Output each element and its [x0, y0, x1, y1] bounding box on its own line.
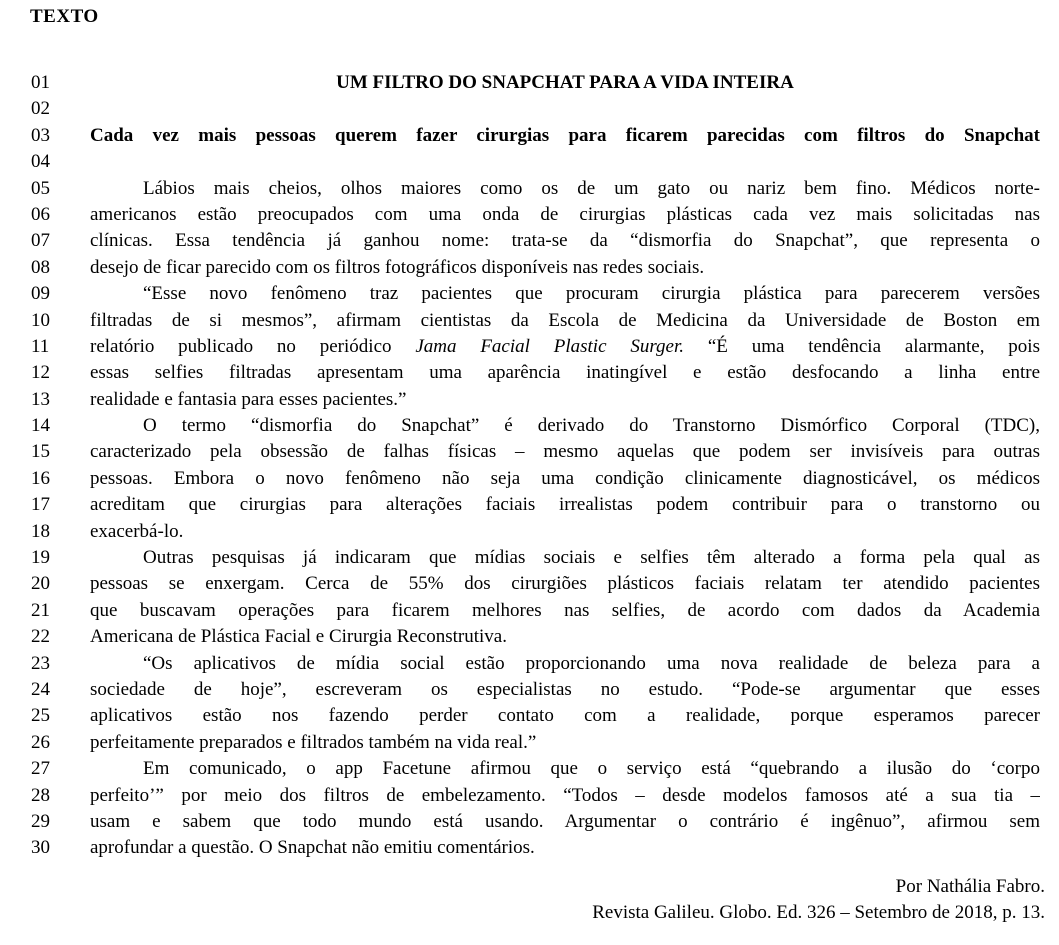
line-text: pessoas se enxergam. Cerca de 55% dos cirurgiões plásticos faciais relatam ter atendido pacientes	[90, 573, 1040, 595]
line-text: clínicas. Essa tendência já ganhou nome: trata-se da “dismorfia do Snapchat”, que representa o	[90, 230, 1040, 252]
line-text: acreditam que cirurgias para alterações faciais irrealistas podem contribuir para o transtorno ou	[90, 494, 1040, 516]
line-text: sociedade de hoje”, escreveram os especialistas no estudo. “Pode-se argumentar que esses	[90, 678, 1040, 700]
text-line	[0, 809, 1059, 835]
text-line	[0, 96, 1059, 122]
text-line	[0, 202, 1059, 228]
line-number: 30	[31, 837, 50, 859]
text-line	[0, 439, 1059, 465]
text-line	[0, 360, 1059, 386]
text-line	[0, 149, 1059, 175]
line-number: 23	[31, 652, 50, 674]
line-text: Outras pesquisas já indicaram que mídias sociais e selfies têm alterado a forma pela qual as	[143, 547, 1040, 569]
text-line	[0, 624, 1059, 650]
text-line	[0, 228, 1059, 254]
line-text: desejo de ficar parecido com os filtros fotográficos disponíveis nas redes sociais.	[90, 256, 705, 278]
text-line	[0, 281, 1059, 307]
text-line	[0, 492, 1059, 518]
line-number: 04	[31, 151, 50, 173]
line-number: 21	[31, 599, 50, 621]
line-text: Cada vez mais pessoas querem fazer cirurgias para ficarem parecidas com filtros do Snapchat	[90, 124, 1040, 146]
text-line	[0, 571, 1059, 597]
text-line	[0, 466, 1059, 492]
line-number: 18	[31, 520, 50, 542]
line-number: 17	[31, 494, 50, 516]
text-line	[0, 413, 1059, 439]
text-line	[0, 835, 1059, 861]
text-line	[0, 70, 1059, 96]
line-number: 28	[31, 784, 50, 806]
attribution	[592, 874, 1045, 927]
line-number: 25	[31, 705, 50, 727]
text-line	[0, 703, 1059, 729]
text-line	[0, 176, 1059, 202]
line-number: 20	[31, 573, 50, 595]
text-line	[0, 598, 1059, 624]
line-number: 03	[31, 124, 50, 146]
line-text	[90, 96, 1040, 122]
line-number: 14	[31, 415, 50, 437]
line-text: aplicativos estão nos fazendo perder contato com a realidade, porque esperamos parecer	[90, 705, 1040, 727]
line-text: exacerbá-lo.	[90, 520, 184, 542]
line-number: 05	[31, 177, 50, 199]
line-text: Americana de Plástica Facial e Cirurgia Reconstrutiva.	[90, 626, 507, 648]
line-text: pessoas. Embora o novo fenômeno não seja uma condição clinicamente diagnosticável, os médicos	[90, 467, 1040, 489]
line-number: 01	[31, 72, 50, 93]
text-line	[0, 545, 1059, 571]
line-text: UM FILTRO DO SNAPCHAT PARA A VIDA INTEIRA	[336, 72, 794, 93]
line-number: 26	[31, 731, 50, 753]
line-number: 07	[31, 230, 50, 252]
line-number: 15	[31, 441, 50, 463]
line-number: 16	[31, 467, 50, 489]
attribution-source: Revista Galileu. Globo. Ed. 326 – Setembro de 2018, p. 13.	[592, 902, 1045, 924]
line-text: perfeitamente preparados e filtrados também na vida real.”	[90, 731, 537, 753]
line-text: “Esse novo fenômeno traz pacientes que procuram cirurgia plástica para parecerem versões	[143, 283, 1040, 305]
text-lines	[0, 70, 1059, 862]
line-text: “Os aplicativos de mídia social estão proporcionando uma nova realidade de beleza para a	[143, 652, 1040, 674]
line-number: 10	[31, 309, 50, 331]
text-line	[0, 730, 1059, 756]
line-number: 13	[31, 388, 50, 410]
line-text: Em comunicado, o app Facetune afirmou que o serviço está “quebrando a ilusão do ‘corpo	[143, 758, 1040, 780]
document-label: TEXTO	[30, 6, 99, 27]
line-text: usam e sabem que todo mundo está usando. Argumentar o contrário é ingênuo”, afirmou sem	[90, 810, 1040, 832]
line-text: filtradas de si mesmos”, afirmam cientistas da Escola de Medicina da Universidade de Boston em	[90, 309, 1040, 331]
line-text: que buscavam operações para ficarem melhores nas selfies, de acordo com dados da Academia	[90, 599, 1040, 621]
text-line	[0, 519, 1059, 545]
line-number: 08	[31, 256, 50, 278]
text-line	[0, 756, 1059, 782]
line-number: 24	[31, 678, 50, 700]
text-line	[0, 123, 1059, 149]
line-number: 02	[31, 98, 50, 120]
line-number: 11	[31, 335, 50, 357]
text-line	[0, 255, 1059, 281]
line-text: relatório publicado no periódico Jama Facial Plastic Surger. “É uma tendência alarmante, pois	[90, 335, 1040, 357]
attribution-author: Por Nathália Fabro.	[895, 876, 1045, 897]
line-text: O termo “dismorfia do Snapchat” é derivado do Transtorno Dismórfico Corporal (TDC),	[143, 415, 1040, 437]
line-number: 12	[31, 362, 50, 384]
line-number: 22	[31, 626, 50, 648]
line-number: 06	[31, 203, 50, 225]
line-number: 27	[31, 758, 50, 780]
text-line	[0, 651, 1059, 677]
line-text: caracterizado pela obsessão de falhas físicas – mesmo aquelas que podem ser invisíveis para outras	[90, 441, 1040, 463]
line-number: 09	[31, 283, 50, 305]
text-line	[0, 387, 1059, 413]
line-number: 19	[31, 547, 50, 569]
text-line	[0, 783, 1059, 809]
text-line	[0, 334, 1059, 360]
line-text: americanos estão preocupados com uma onda de cirurgias plásticas cada vez mais solicitadas nas	[90, 203, 1040, 225]
line-text: perfeito’” por meio dos filtros de embelezamento. “Todos – desde modelos famosos até a sua tia –	[90, 784, 1040, 806]
line-number: 29	[31, 810, 50, 832]
line-text	[90, 149, 1040, 175]
line-text: realidade e fantasia para esses pacientes.”	[90, 388, 407, 410]
line-text: aprofundar a questão. O Snapchat não emitiu comentários.	[90, 837, 535, 859]
text-line	[0, 677, 1059, 703]
line-text: essas selfies filtradas apresentam uma aparência inatingível e estão desfocando a linha entre	[90, 362, 1040, 384]
line-text: Lábios mais cheios, olhos maiores como os de um gato ou nariz bem fino. Médicos norte-	[143, 177, 1040, 199]
text-line	[0, 308, 1059, 334]
